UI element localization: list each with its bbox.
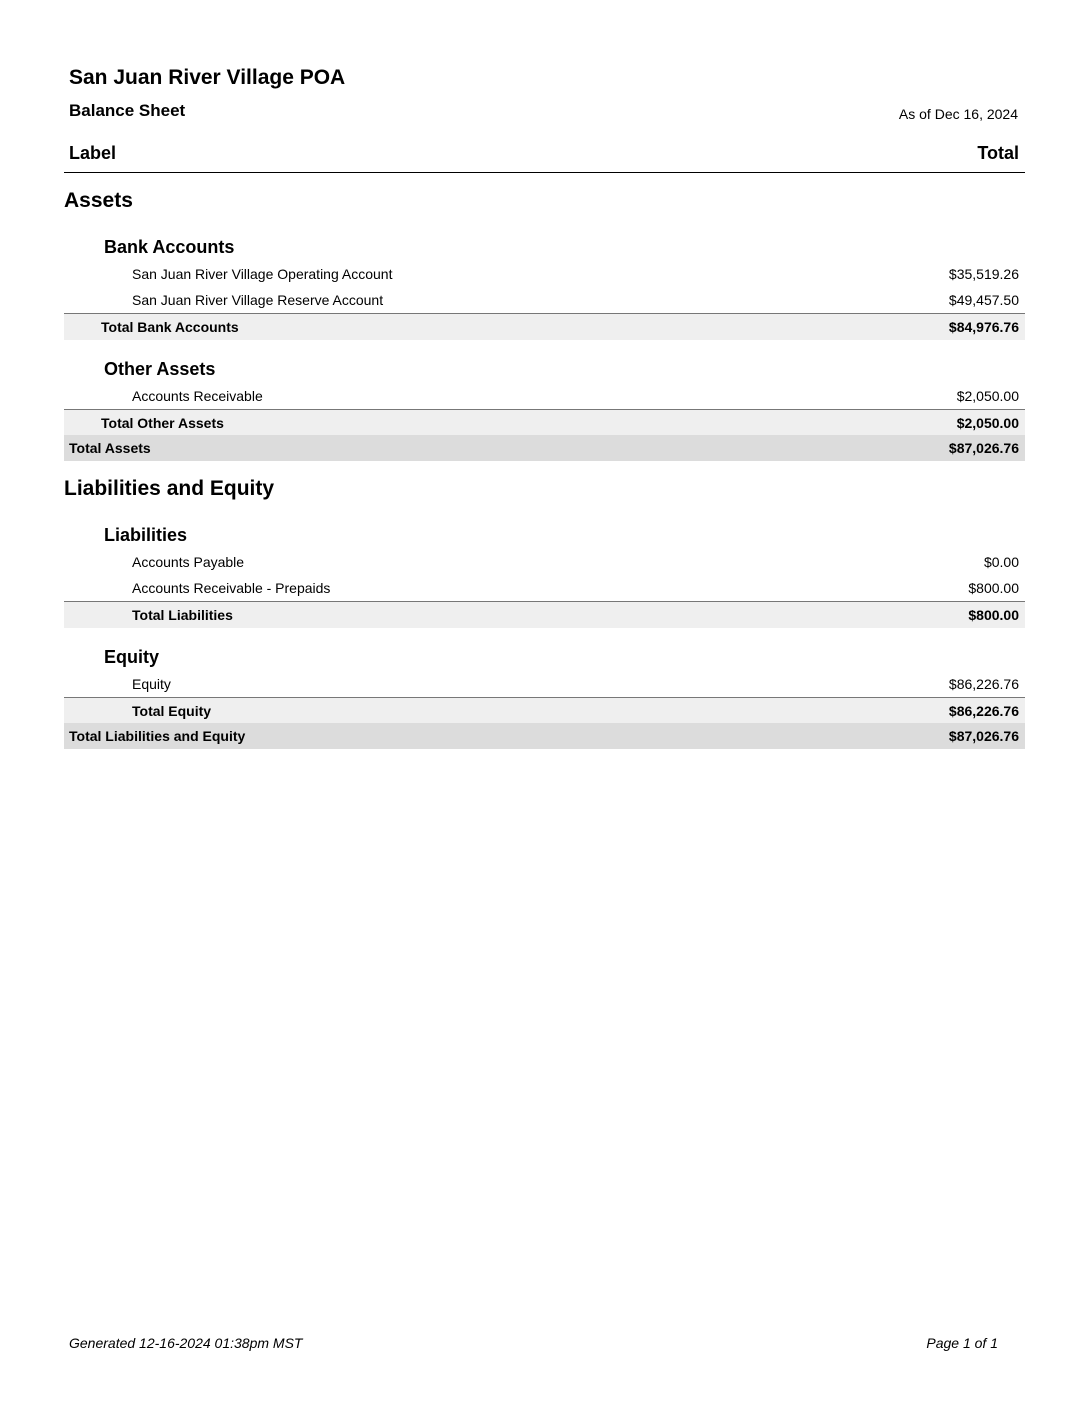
section-liabilities-equity-title: Liabilities and Equity xyxy=(64,477,275,500)
report-date: As of Dec 16, 2024 xyxy=(898,106,1018,122)
subtotal-label: Total Liabilities xyxy=(132,607,233,623)
subtotal-amount: $86,226.76 xyxy=(948,703,1019,719)
section-assets-title: Assets xyxy=(64,189,133,212)
subtotal-row-liabilities xyxy=(64,601,1025,628)
subtotal-row-equity xyxy=(64,697,1025,724)
column-header-label: Label xyxy=(69,143,117,163)
total-label: Total Liabilities and Equity xyxy=(69,728,246,744)
row-label: Equity xyxy=(132,676,171,692)
subtotal-row-other-assets xyxy=(64,409,1025,436)
group-equity-title: Equity xyxy=(104,647,160,667)
organization-name: San Juan River Village POA xyxy=(69,66,346,89)
table-row xyxy=(64,261,1025,287)
total-row-liabilities-equity xyxy=(64,723,1025,749)
subtotal-row-bank-accounts xyxy=(64,313,1025,340)
total-row-assets xyxy=(64,435,1025,461)
report-title: Balance Sheet xyxy=(69,101,186,120)
row-amount: $49,457.50 xyxy=(948,292,1019,308)
subtotal-amount: $800.00 xyxy=(968,607,1019,623)
group-bank-accounts-title: Bank Accounts xyxy=(104,237,235,257)
generated-timestamp: Generated 12-16-2024 01:38pm MST xyxy=(69,1335,303,1351)
total-amount: $87,026.76 xyxy=(948,440,1019,456)
table-row xyxy=(64,549,1025,575)
total-label: Total Assets xyxy=(69,440,151,456)
group-liabilities-title: Liabilities xyxy=(104,525,188,545)
row-amount: $0.00 xyxy=(983,554,1019,570)
column-header-total: Total xyxy=(977,143,1019,163)
subtotal-amount: $2,050.00 xyxy=(956,415,1019,431)
total-amount: $87,026.76 xyxy=(948,728,1019,744)
row-label: Accounts Payable xyxy=(132,554,245,570)
table-row xyxy=(64,383,1025,409)
row-amount: $35,519.26 xyxy=(948,266,1019,282)
row-label: San Juan River Village Reserve Account xyxy=(132,292,384,308)
row-label: Accounts Receivable - Prepaids xyxy=(132,580,331,596)
row-label: San Juan River Village Operating Account xyxy=(132,266,393,282)
table-row xyxy=(64,575,1025,601)
table-row xyxy=(64,287,1025,313)
header-divider xyxy=(64,172,1025,173)
subtotal-amount: $84,976.76 xyxy=(948,319,1019,335)
row-amount: $800.00 xyxy=(968,580,1019,596)
subtotal-label: Total Equity xyxy=(132,703,212,719)
row-label: Accounts Receivable xyxy=(132,388,263,404)
page-number: Page 1 of 1 xyxy=(926,1335,998,1351)
group-other-assets-title: Other Assets xyxy=(104,359,216,379)
row-amount: $2,050.00 xyxy=(956,388,1019,404)
table-row xyxy=(64,671,1025,697)
row-amount: $86,226.76 xyxy=(948,676,1019,692)
subtotal-label: Total Other Assets xyxy=(101,415,224,431)
subtotal-label: Total Bank Accounts xyxy=(101,319,239,335)
